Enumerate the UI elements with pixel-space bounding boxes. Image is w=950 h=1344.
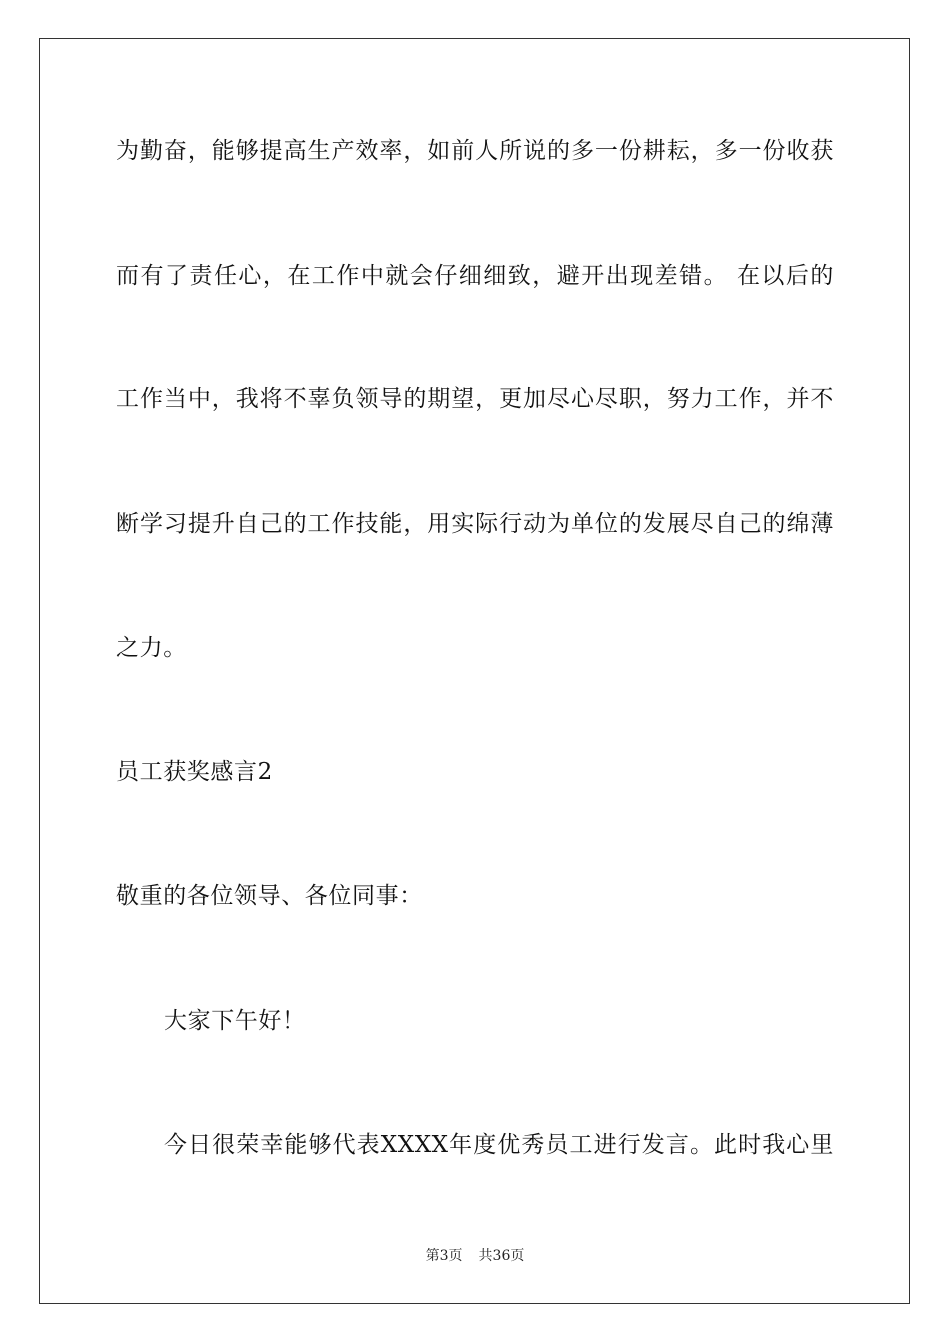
body-text-line-5: 之力。 <box>116 635 187 661</box>
page-total: 共36页 <box>478 1248 525 1264</box>
body-text-line-1: 为勤奋，能够提高生产效率，如前人所说的多一份耕耘，多一份收获 <box>116 138 834 164</box>
greeting: 大家下午好！ <box>164 1008 306 1034</box>
page-frame <box>39 38 910 1304</box>
body-text-line-2: 而有了责任心，在工作中就会仔细细致，避开出现差错。 在以后的 <box>116 263 834 289</box>
page-footer <box>0 1247 950 1265</box>
section-heading: 员工获奖感言2 <box>116 759 273 785</box>
body-text-line-4: 断学习提升自己的工作技能，用实际行动为单位的发展尽自己的绵薄 <box>116 511 834 537</box>
body-text-line-3: 工作当中，我将不辜负领导的期望，更加尽心尽职，努力工作，并不 <box>116 386 834 412</box>
page-number: 第3页 <box>425 1248 463 1264</box>
salutation: 敬重的各位领导、各位同事： <box>116 883 423 909</box>
paragraph-start: 今日很荣幸能够代表XXXX年度优秀员工进行发言。此时我心里 <box>164 1132 834 1158</box>
